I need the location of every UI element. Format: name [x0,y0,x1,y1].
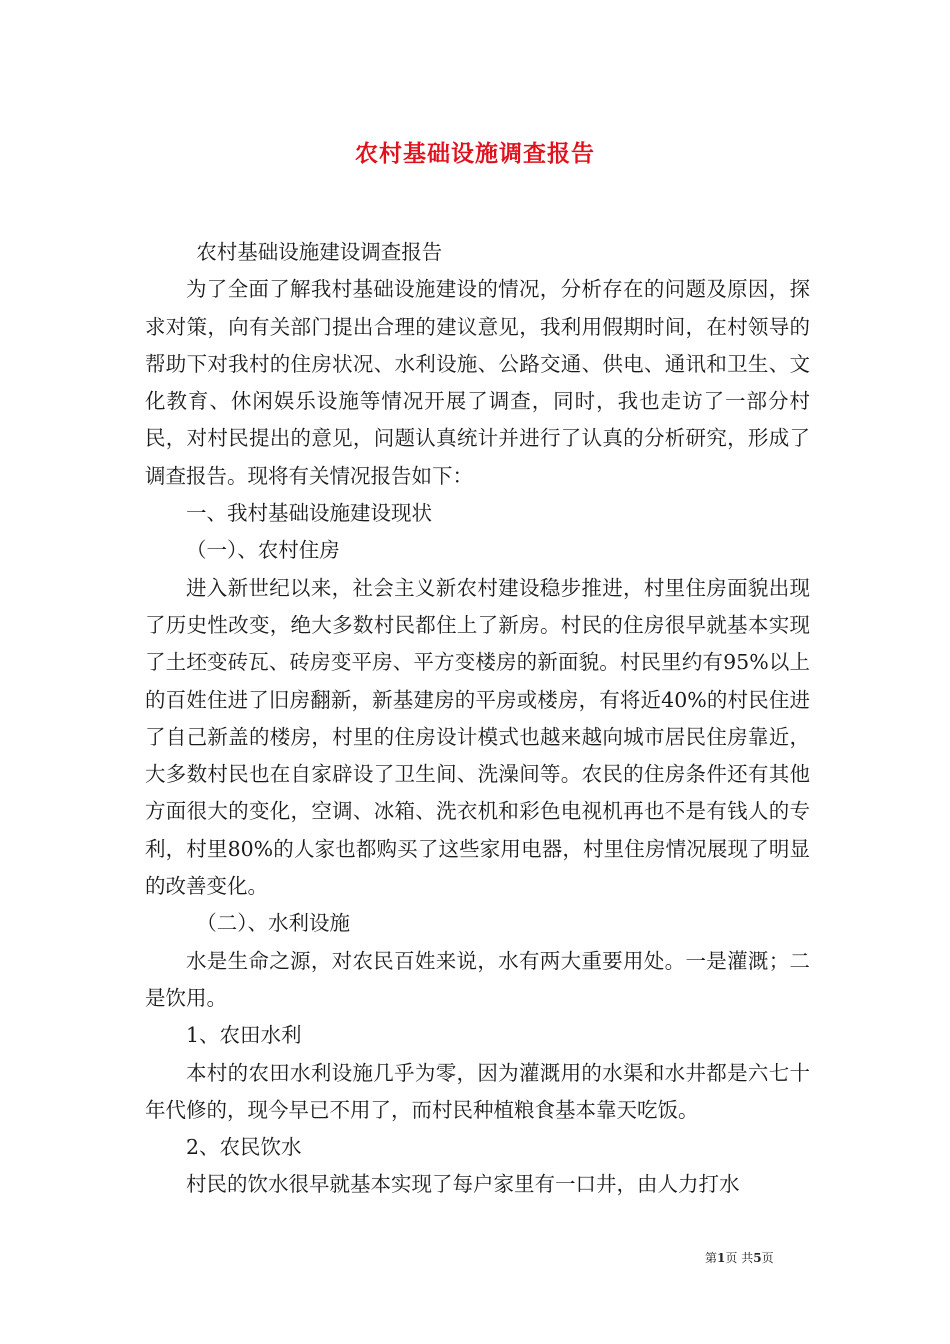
paragraph: 农村基础设施建设调查报告 [196,240,443,264]
paragraph: 本村的农田水利设施几乎为零，因为灌溉用的水渠和水井都是六七十年代修的，现今早已不用了，而村民种植粮食基本靠天吃饭。 [145,1060,810,1122]
page-number-footer [705,1249,774,1266]
paragraph: 2、农民饮水 [186,1135,302,1160]
paragraph: 进入新世纪以来，社会主义新农村建设稳步推进，村里住房面貌出现了历史性改变，绝大多数村民都住上了新房。村民的住房很早就基本实现了土坯变砖瓦、砖房变平房、平方变楼房的新面貌。村民里约有95%以上的百姓住进了旧房翻新，新基建房的平房或楼房，有将近40%的村民住进了自己新盖的楼房，村里的住房设计模式也越来越向城市居民住房靠近，大多数村民也在自家辟设了卫生间、洗澡间等。农民的住房条件还有其他方面很大的变化，空调、冰箱、洗衣机和彩色电视机再也不是有钱人的专利，村里80%的人家也都购买了这些家用电器，村里住房情况展现了明显的改善变化。 [145,575,810,899]
paragraph: 一、我村基础设施建设现状 [186,501,432,526]
paragraph: 1、农田水利 [186,1023,302,1048]
paragraph: （二）、水利设施 [196,911,350,936]
document-title: 农村基础设施调查报告 [355,140,595,167]
paragraph: （一）、农村住房 [186,538,340,563]
footer-prefix: 第 [705,1251,718,1265]
paragraph: 村民的饮水很早就基本实现了每户家里有一口井，由人力打水 [186,1172,740,1197]
document-body [145,234,810,1204]
paragraph: 水是生命之源，对农民百姓来说，水有两大重要用处。一是灌溉；二是饮用。 [145,948,810,1010]
paragraph: 为了全面了解我村基础设施建设的情况，分析存在的问题及原因，探求对策，向有关部门提出合理的建议意见，我利用假期时间，在村领导的帮助下对我村的住房状况、水利设施、公路交通、供电、通讯和卫生、文化教育、休闲娱乐设施等情况开展了调查，同时，我也走访了一部分村民，对村民提出的意见，问题认真统计并进行了认真的分析研究，形成了调查报告。现将有关情况报告如下： [145,277,810,488]
footer-current-page: 1 [717,1251,726,1265]
footer-middle: 页 共 [725,1251,754,1265]
footer-suffix: 页 [761,1251,774,1265]
footer-total-pages: 5 [753,1251,762,1265]
